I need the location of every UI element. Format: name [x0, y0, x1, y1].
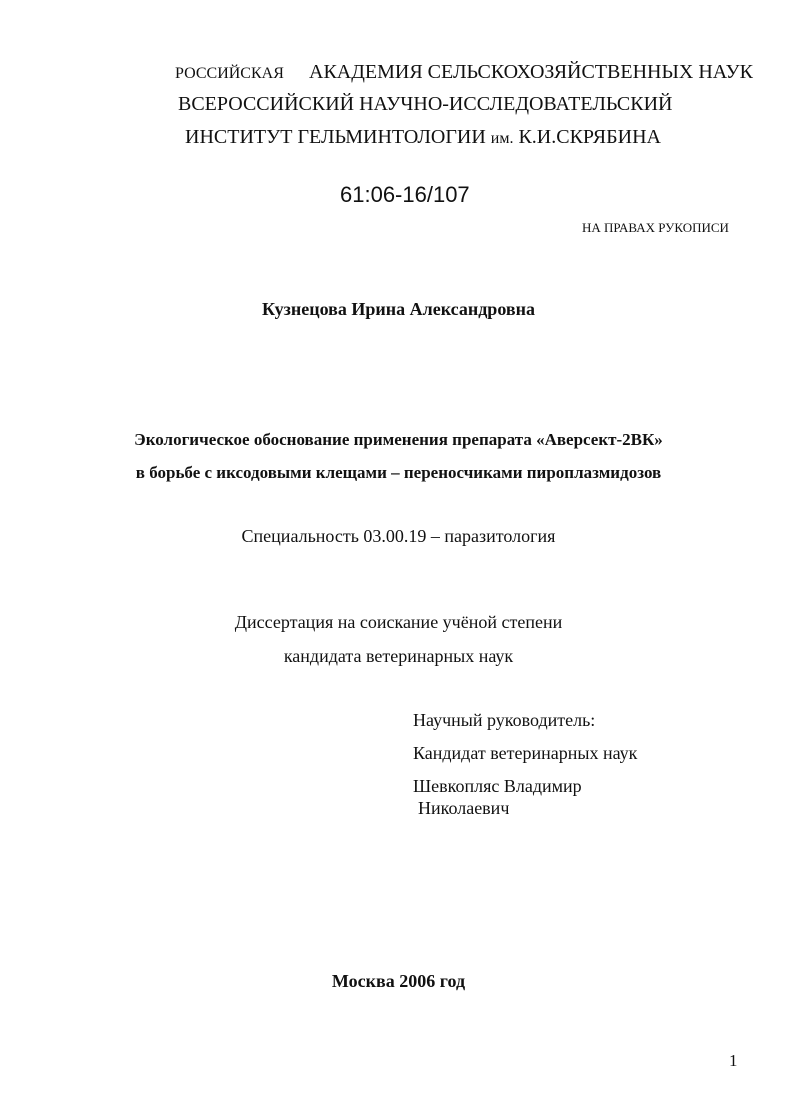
header-line-1	[175, 62, 284, 82]
dissertation-title-line-1: Экологическое обоснование применения препарата «Аверсект-2ВК»	[134, 430, 663, 449]
city-year: Москва 2006 год	[331, 971, 466, 991]
header-named-after: им.	[490, 130, 514, 147]
header-institute: ИНСТИТУТ ГЕЛЬМИНТОЛОГИИ	[185, 126, 486, 148]
header-academy: АКАДЕМИЯ СЕЛЬСКОХОЗЯЙСТВЕННЫХ НАУК	[309, 61, 753, 83]
supervisor-degree: Кандидат ветеринарных наук	[413, 743, 638, 763]
supervisor-name-line-1: Шевкопляс Владимир	[413, 776, 582, 796]
dissertation-degree-line-1: Диссертация на соискание учёной степени	[234, 612, 563, 632]
header-scientist: К.И.СКРЯБИНА	[518, 126, 661, 148]
supervisor-label: Научный руководитель:	[413, 710, 596, 730]
header-russian: РОССИЙСКАЯ	[175, 65, 284, 82]
author-name: Кузнецова Ирина Александровна	[262, 299, 535, 319]
header-line-1-right	[309, 62, 753, 82]
header-line-3	[185, 127, 661, 147]
catalog-code: 61:06-16/107	[340, 182, 470, 207]
specialty: Специальность 03.00.19 – паразитология	[241, 526, 556, 546]
supervisor-name-line-2: Николаевич	[418, 798, 510, 818]
dissertation-title-line-2: в борьбе с иксодовыми клещами – переносчиками пироплазмидозов	[135, 463, 662, 482]
header-line-2: ВСЕРОССИЙСКИЙ НАУЧНО-ИССЛЕДОВАТЕЛЬСКИЙ	[178, 93, 673, 115]
manuscript-note: НА ПРАВАХ РУКОПИСИ	[582, 220, 729, 235]
dissertation-degree-line-2: кандидата ветеринарных наук	[283, 646, 514, 666]
page-number: 1	[729, 1051, 738, 1070]
